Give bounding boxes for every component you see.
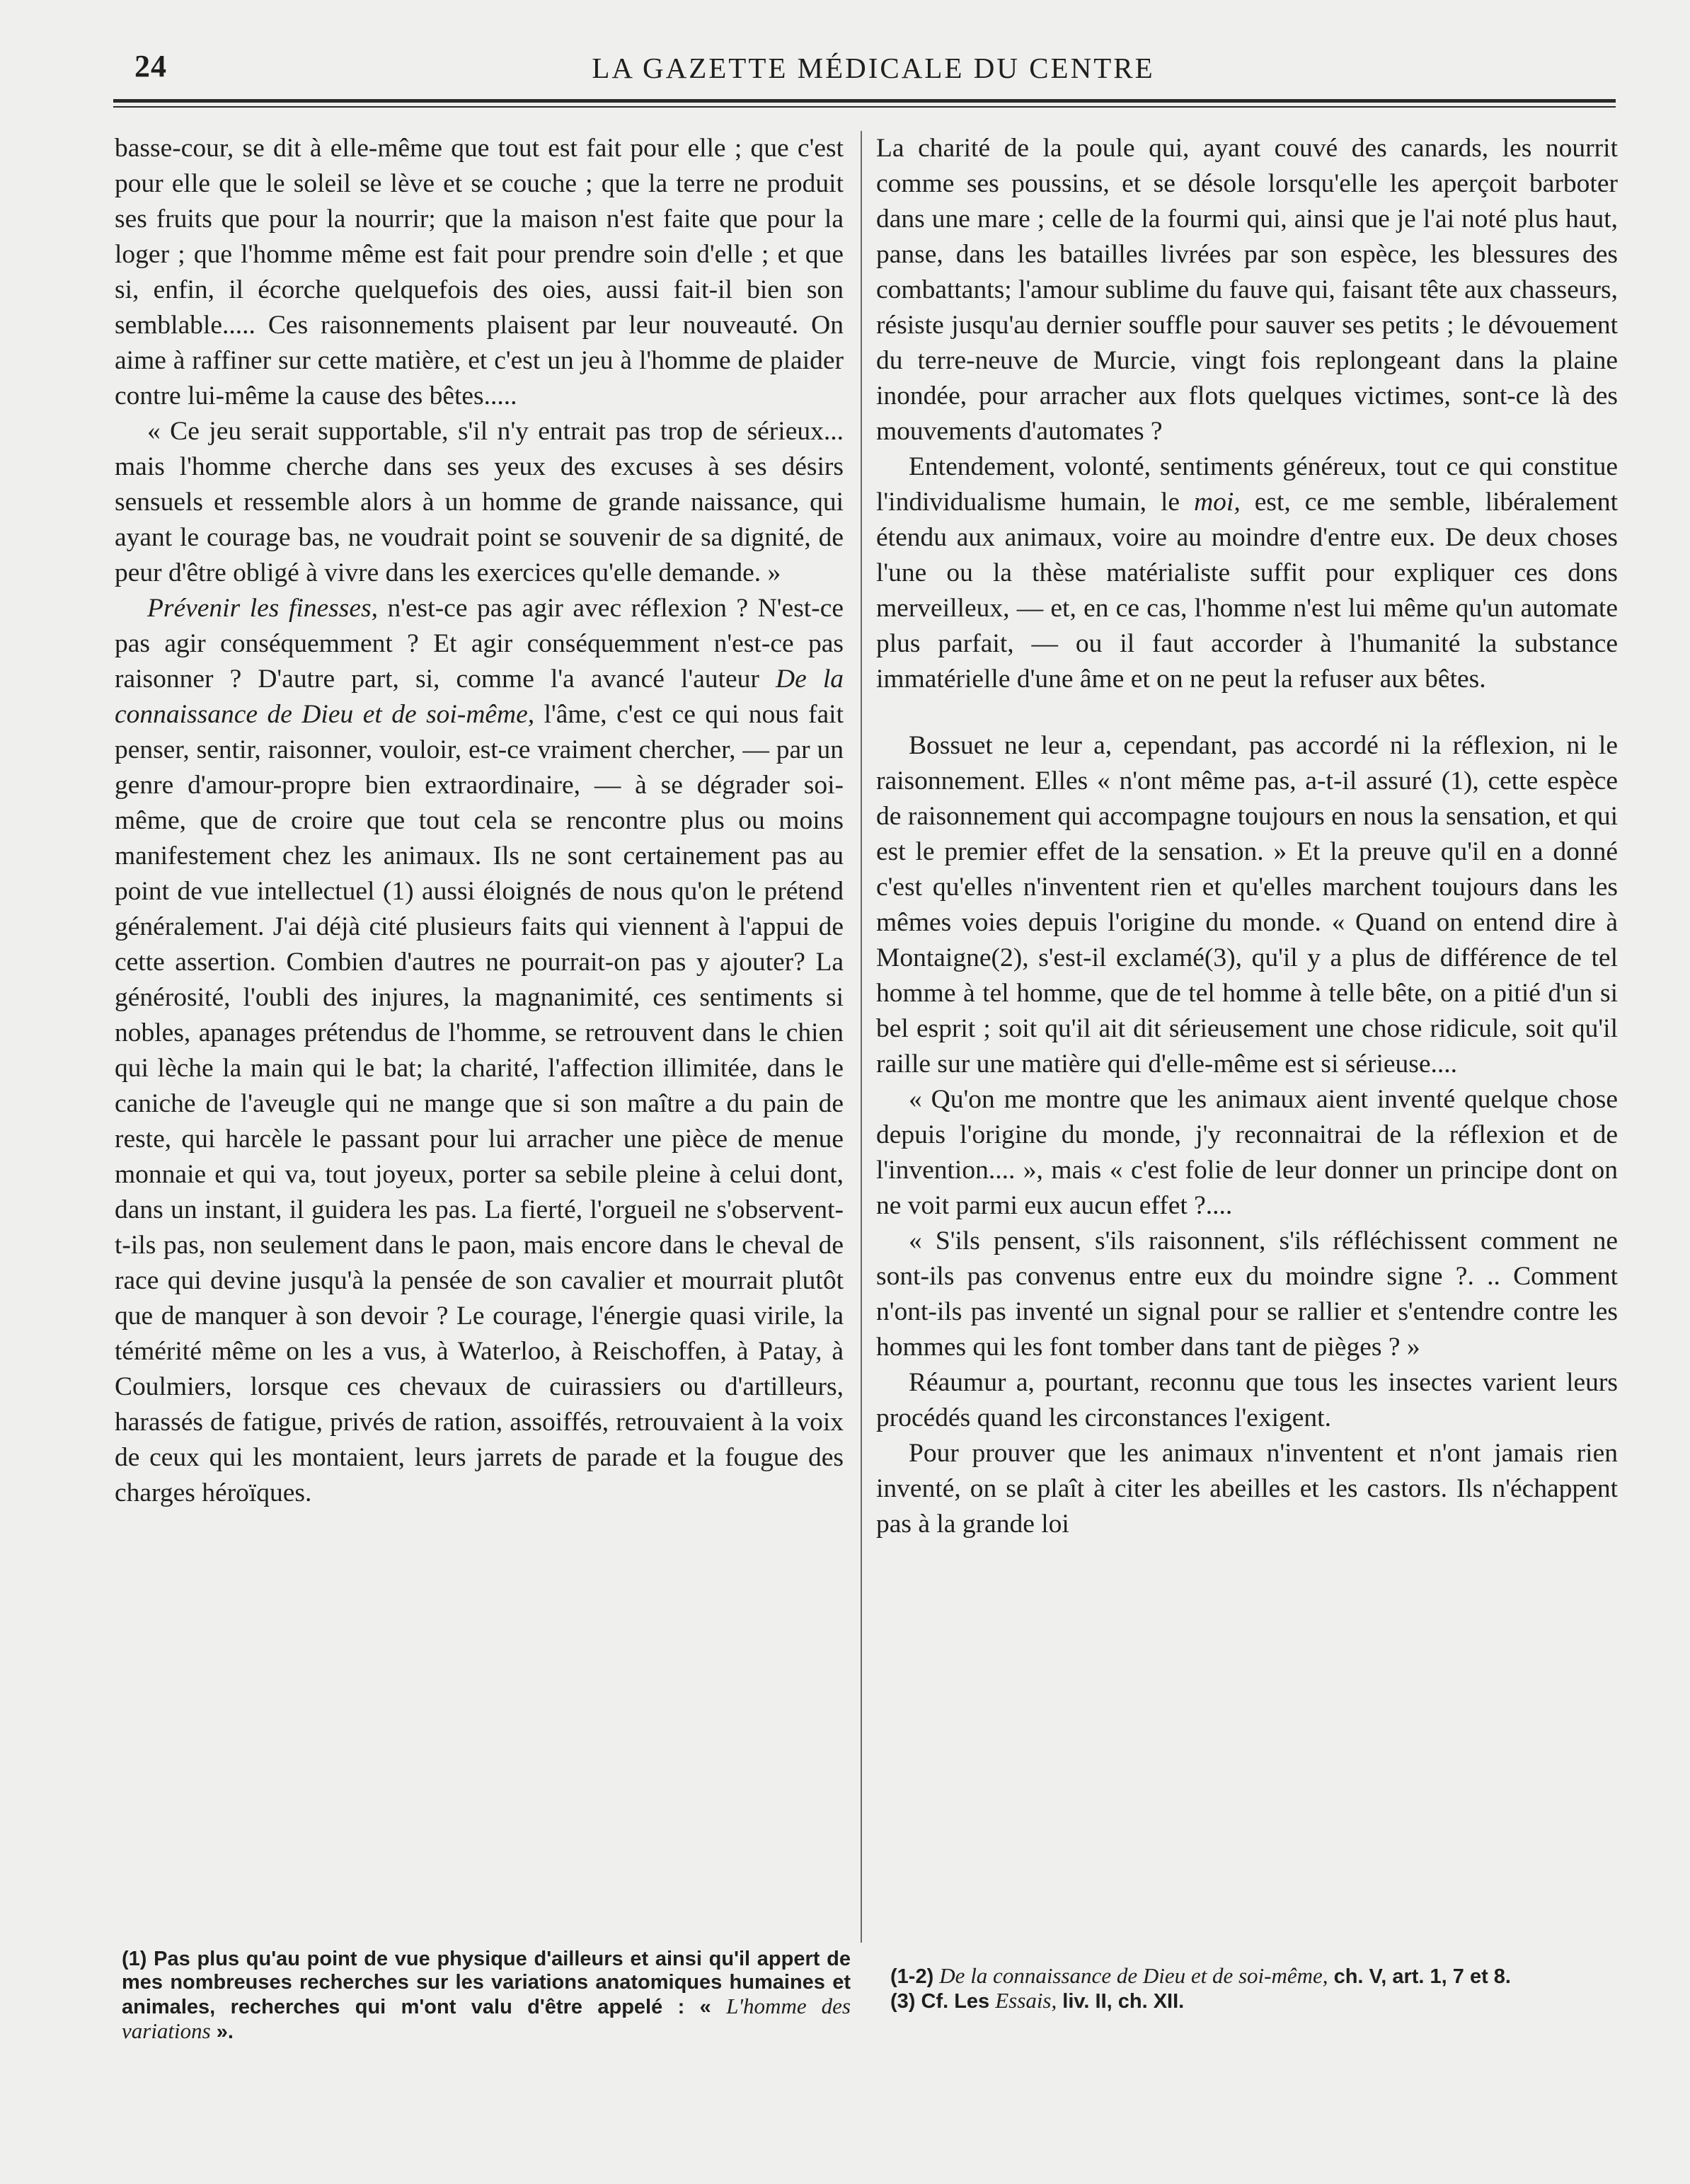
right-footnotes [890, 1964, 1618, 2013]
footnote-1-text: (1) Pas plus qu'au point de vue physique d'ailleurs et ainsi qu'il appert de mes nombreuses recherches sur les variations anatomiques humaines et animales, recherches qui m'ont valu d'être appelé : « [122, 1948, 851, 2018]
left-paragraph-2: « Ce jeu serait supportable, s'il n'y entrait pas trop de sérieux... mais l'homme cherche dans ses yeux des excuses à ses désirs sensuels et ressemble alors à un homme de grande naissance, qui ayant le courage bas, ne voudrait point se souvenir de sa dignité, de peur d'être obligé à vivre dans les exercices qu'elle demande. » [115, 417, 844, 587]
right-paragraph-4: « Qu'on me montre que les animaux aient inventé quelque chose depuis l'origine du monde, j'y reconnaitrai de la réflexion et de l'invention.... », mais « c'est folie de leur donner un principe dont on ne voit parmi eux aucun effet ?.... [876, 1085, 1618, 1220]
footnote-1-2-italic: De la connaissance de Dieu et de soi-même, [939, 1963, 1328, 1988]
page-header [134, 48, 1612, 98]
left-paragraph-1: basse-cour, se dit à elle-même que tout est fait pour elle ; que c'est pour elle que le soleil se lève et se couche ; que la terre ne produit ses fruits que pour la nourrir; que la maison n'est faite que pour la loger ; que l'homme même est fait pour prendre soin d'elle ; et que si, enfin, il écorche quelquefois des oies, aussi fait-il bien son semblable..... Ces raisonnements plaisent par leur nouveauté. On aime à raffiner sur cette matière, et c'est un jeu à l'homme de plaider contre lui-même la cause des bêtes..... [115, 134, 844, 410]
footnote-1 [122, 1948, 851, 2044]
footnote-1-italic: L'homme des variations [122, 1994, 851, 2043]
footnote-3-end: liv. II, ch. XII. [1057, 1990, 1185, 2013]
footnote-3 [890, 1989, 1618, 2013]
header-rule-thick [113, 99, 1616, 103]
right-paragraph-5: « S'ils pensent, s'ils raisonnent, s'ils réfléchissent comment ne sont-ils pas convenus entre eux du moindre signe ?. .. Comment n'ont-ils pas inventé un signal pour se rallier et s'entendre contre les hommes qui les font tomber dans tant de pièges ? » [876, 1226, 1618, 1362]
right-paragraph-1: La charité de la poule qui, ayant couvé des canards, les nourrit comme ses poussins, et se désole lorsqu'elle les aperçoit barboter dans une mare ; celle de la fourmi qui, ainsi que je l'ai noté plus haut, panse, dans les batailles livrées par son espèce, les blessures des combattants; l'amour sublime du fauve qui, faisant tête aux chasseurs, résiste jusqu'au dernier souffle pour sauver ses petits ; le dévouement du terre-neuve de Murcie, vingt fois replongeant dans la plaine inondée, pour arracher aux flots quelques victimes, sont-ce là des mouvements d'automates ? [876, 134, 1618, 446]
right-paragraph-2 [876, 449, 1618, 697]
left-paragraph-3 [115, 591, 844, 1511]
footnote-1-2-text: (1-2) [890, 1965, 940, 1988]
right-text-2b: est, ce me semble, libéralement étendu aux animaux, voire au moindre d'entre eux. De deux choses l'une ou la thèse matérialiste suffit pour expliquer ces dons merveilleux, — et, en ce cas, l'homme n'est lui même qu'un automate plus parfait, — ou il faut accorder à l'humanité la substance immatérielle d'une âme et on ne peut la refuser aux bêtes. [876, 488, 1618, 694]
journal-title: LA GAZETTE MÉDICALE DU CENTRE [592, 52, 1155, 84]
footnote-1-end: ». [210, 2021, 234, 2043]
column-divider [861, 131, 862, 1943]
right-paragraph-3: Bossuet ne leur a, cependant, pas accordé ni la réflexion, ni le raisonnement. Elles « n'ont même pas, a-t-il assuré (1), cette espèce de raisonnement qui accompagne toujours en nous la sensation, et qui est le premier effet de la sensation. » Et la preuve qu'il en a donné c'est qu'elles n'inventent rien et qu'elles marchent toujours dans les mêmes voies depuis l'origine du monde. « Quand on entend dire à Montaigne(2), s'est-il exclamé(3), qu'il y a plus de différence de tel homme à tel homme, que de tel homme à telle bête, on a pitié d'un si bel esprit ; soit qu'il ait dit sérieusement une chose ridicule, soit qu'il raille sur une matière qui d'elle-même est si sérieuse.... [876, 731, 1618, 1079]
page-number: 24 [134, 49, 167, 84]
left-text-3a: n'est-ce pas agir avec réflexion ? N'est-ce pas agir conséquemment ? Et agir conséquemment n'est-ce pas raisonner ? D'autre part, si, comme l'a avancé l'auteur [115, 594, 844, 694]
right-text-2a: Entendement, volonté, sentiments généreux, tout ce qui constitue l'individualisme humain, le [876, 452, 1618, 517]
right-paragraph-7: Pour prouver que les animaux n'inventent et n'ont jamais rien inventé, on se plaît à citer les abeilles et les castors. Ils n'échappent pas à la grande loi [876, 1439, 1618, 1539]
right-italic-moi: moi, [1194, 488, 1241, 517]
left-column [115, 131, 844, 1511]
footnote-3-italic: Essais, [995, 1988, 1057, 2013]
left-footnote [122, 1948, 851, 2044]
left-text-3b: l'âme, c'est ce qui nous fait penser, sentir, raisonner, vouloir, est-ce vraiment chercher, — par un genre d'amour-propre bien extraordinaire, — à se dégrader soi-même, que de croire que tout cela se rencontre plus ou moins manifestement chez les animaux. Ils ne sont certainement pas au point de vue intellectuel (1) aussi éloignés de nous qu'on le prétend généralement. J'ai déjà cité plusieurs faits qui viennent à l'appui de cette assertion. Combien d'autres ne pourrait-on pas y ajouter? La générosité, l'oubli des injures, la magnanimité, ces sentiments si nobles, apanages prétendus de l'homme, se retrouvent dans le chien qui lèche la main qui le bat; la charité, l'affection illimitée, dans le caniche de l'aveugle qui ne mange que si son maître a du pain de reste, qui harcèle le passant pour lui arracher une pièce de menue monnaie et qui va, tout joyeux, porter sa sebile pleine à celui dont, dans un instant, il guidera les pas. La fierté, l'orgueil ne s'observent-t-ils pas, non seulement dans le paon, mais encore dans le cheval de race qui devine jusqu'à la pensée de son cavalier et mourrait plutôt que de manquer à son devoir ? Le courage, l'énergie quasi virile, la témérité même on les a vus, à Waterloo, à Reischoffen, à Patay, à Coulmiers, lorsque ces chevaux de cuirassiers ou d'artilleurs, harassés de fatigue, privés de ration, assoiffés, retrouvaient à la voix de ceux qui les montaient, leurs jarrets de parade et la fougue des charges héroïques. [115, 700, 844, 1507]
footnote-1-2-end: ch. V, art. 1, 7 et 8. [1328, 1965, 1511, 1988]
right-paragraph-6: Réaumur a, pourtant, reconnu que tous les insectes varient leurs procédés quand les circonstances l'exigent. [876, 1368, 1618, 1432]
left-italic-prevenir: Prévenir les finesses, [147, 594, 378, 623]
left-italic-book-title: De la connaissance de Dieu et de soi-même, [115, 665, 844, 729]
footnote-3-text: (3) Cf. Les [890, 1990, 996, 2013]
header-rule-thin [113, 106, 1616, 108]
footnote-1-2 [890, 1964, 1618, 1989]
right-column [876, 131, 1618, 1542]
